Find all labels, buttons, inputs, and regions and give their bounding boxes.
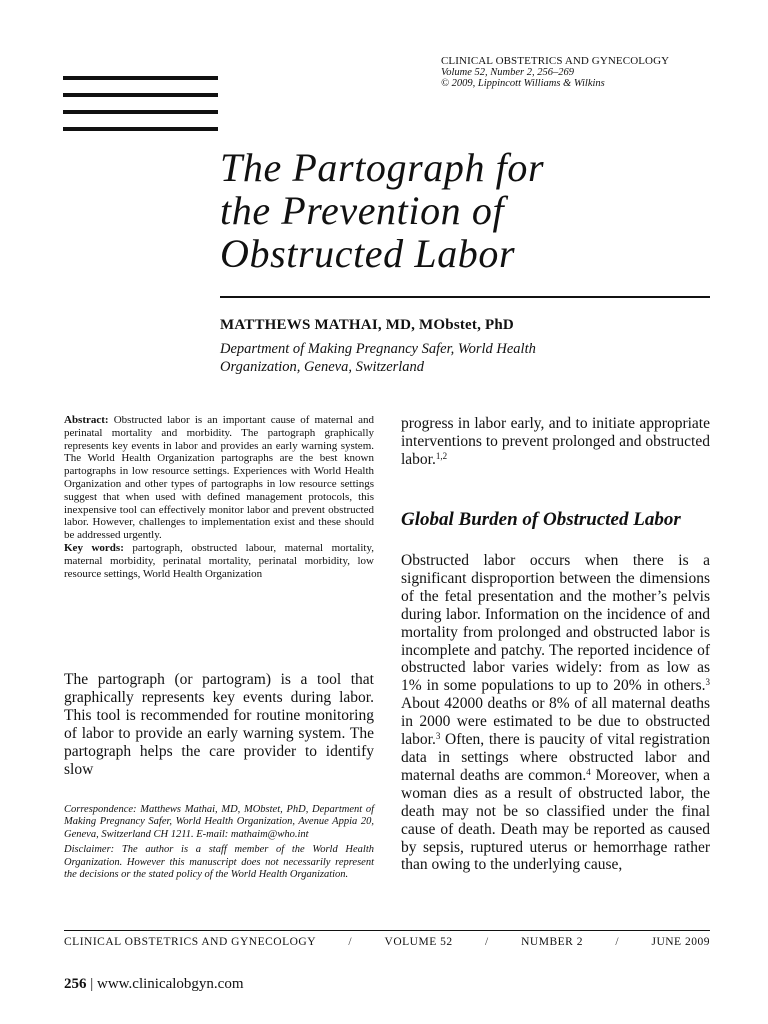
continuation-paragraph bbox=[401, 415, 710, 469]
page-footer bbox=[64, 976, 244, 993]
footer-date: JUNE 2009 bbox=[651, 936, 710, 948]
decorative-bar bbox=[63, 127, 218, 131]
footer-divider bbox=[64, 930, 710, 931]
affiliation-line: Department of Making Pregnancy Safer, World Health bbox=[220, 341, 536, 357]
body-text: About 42000 deaths or 8% of all maternal deaths in 2000 were estimated to be due to obstructed labor. bbox=[401, 695, 710, 749]
journal-name: CLINICAL OBSTETRICS AND GYNECOLOGY bbox=[441, 55, 670, 67]
keywords-label: Key words: bbox=[64, 541, 124, 554]
citation-ref: 3 bbox=[705, 677, 710, 688]
abstract-text: Obstructed labor is an important cause of maternal and perinatal mortality and morbidity. The partograph graphically represents key events in labor and provides an early warning system. The World Health Organization partographs are the best known partographs in low resource settings. Experiences with World Health Organization and other types of partographs in low resource settings suggest that when used with defined management protocols, this inexpensive tool can effectively monitor labor and prevent obstructed labor. However, challenges to implementation exist and these should be addressed urgently. bbox=[64, 414, 374, 542]
decorative-bar bbox=[63, 110, 218, 114]
footer-pipe: | bbox=[90, 976, 94, 992]
page-number: 256 bbox=[64, 976, 87, 992]
disclaimer-text: Disclaimer: The author is a staff member of the World Health Organization. However this manuscript does not necessarily represent the decisions or the stated policy of the World Health Organization. bbox=[64, 844, 374, 881]
author-name: MATTHEWS MATHAI, MD, MObstet, PhD bbox=[220, 317, 514, 333]
footer-separator: / bbox=[615, 936, 620, 948]
body-text: Obstructed labor occurs when there is a significant disproportion between the dimensions of the fetal presentation and the mother’s pelvis during labor. Information on the incidence of and mortality from prolonged and obstructed labor is incomplete and patchy. The reported incidence of obstructed labor varies widely: from as low as 1% in some populations to up to 20% in others. bbox=[401, 552, 710, 695]
journal-header bbox=[441, 56, 741, 89]
decorative-bar bbox=[63, 76, 218, 80]
decorative-bar bbox=[63, 93, 218, 97]
abstract-block bbox=[64, 414, 374, 580]
copyright-info: © 2009, Lippincott Williams & Wilkins bbox=[441, 78, 605, 89]
footer-journal: CLINICAL OBSTETRICS AND GYNECOLOGY bbox=[64, 936, 317, 948]
footer-separator: / bbox=[348, 936, 353, 948]
title-line: The Partograph for bbox=[220, 145, 545, 190]
footer-volume: VOLUME 52 bbox=[384, 936, 453, 948]
affiliation-line: Organization, Geneva, Switzerland bbox=[220, 359, 425, 375]
correspondence-block bbox=[64, 804, 374, 884]
article-title bbox=[220, 146, 720, 275]
title-divider bbox=[220, 296, 710, 298]
citation-ref: 3 bbox=[435, 731, 441, 742]
intro-paragraph: The partograph (or partogram) is a tool that graphically represents key events during labor. This tool is recommended for routine monitoring of labor to provide an early warning system. The partograph helps the care provider to identify slow bbox=[64, 671, 374, 778]
keywords-text: partograph, obstructed labour, maternal mortality, maternal morbidity, perinatal mortality, perinatal morbidity, low resource settings, World Health Organization bbox=[64, 541, 374, 580]
footer-separator: / bbox=[485, 936, 489, 948]
citation-ref: 1,2 bbox=[435, 451, 448, 461]
abstract-label: Abstract: bbox=[64, 414, 109, 426]
journal-website[interactable]: www.clinicalobgyn.com bbox=[97, 976, 244, 992]
section-heading: Global Burden of Obstructed Labor bbox=[401, 509, 681, 530]
footer-journal-line bbox=[64, 936, 710, 948]
continuation-text: progress in labor early, and to initiate appropriate interventions to prevent prolonged and obstructed labor. bbox=[401, 415, 710, 468]
correspondence-text: Correspondence: Matthews Mathai, MD, MObstet, PhD, Department of Making Pregnancy Safer, World Health Organization, Avenue Appia 20, Geneva, Switzerland CH 1211. E-mail: mathaim@who.int bbox=[64, 804, 374, 840]
citation-ref: 4 bbox=[586, 766, 591, 777]
body-text: Often, there is paucity of vital registration data in settings where obstructed labor and maternal deaths are common. bbox=[401, 731, 710, 784]
author-affiliation bbox=[220, 340, 690, 376]
footer-number: NUMBER 2 bbox=[521, 936, 583, 948]
title-line: the Prevention of bbox=[220, 188, 505, 233]
volume-info: Volume 52, Number 2, 256–269 bbox=[441, 67, 574, 78]
title-line: Obstructed Labor bbox=[220, 231, 516, 276]
decorative-bars bbox=[63, 76, 218, 144]
section-body bbox=[401, 552, 710, 874]
body-text: Moreover, when a woman dies as a result of obstructed labor, the death may not be so classified under the final cause of death. Death may be reported as caused by sepsis, ruptured uterus or hemorrhage rather than owing to the underlying cause, bbox=[401, 766, 710, 874]
